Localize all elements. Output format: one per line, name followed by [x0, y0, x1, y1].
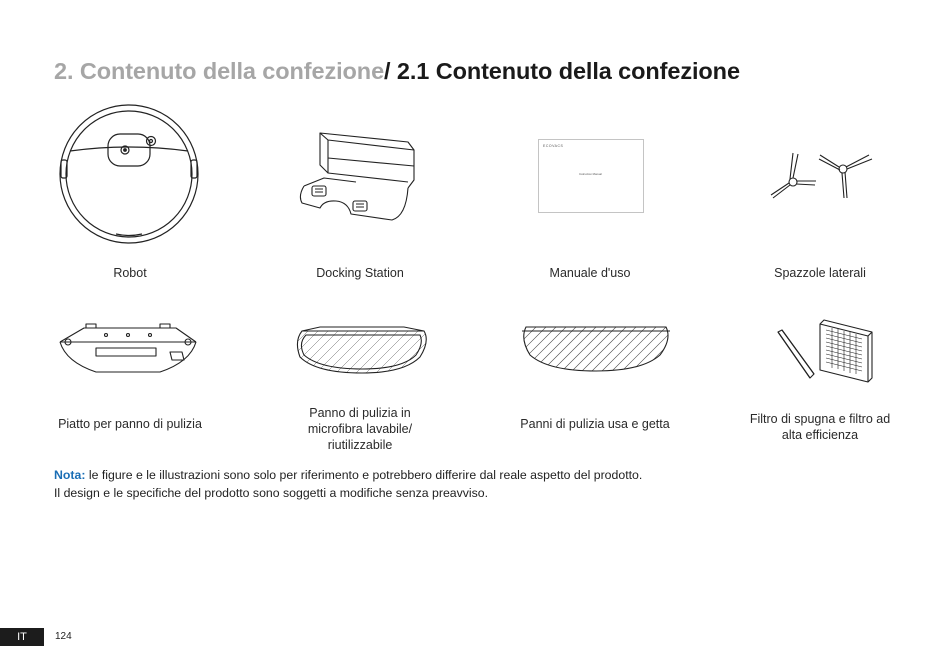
note-label: Nota:: [54, 468, 86, 482]
caption-docking-station: Docking Station: [316, 266, 404, 280]
note-line2: Il design e le specifiche del prodotto sono soggetti a modifiche senza preavviso.: [54, 486, 489, 500]
microfiber-pad-icon: [292, 327, 432, 377]
note-line1: le figure e le illustrazioni sono solo per riferimento e potrebbero differire dal reale aspetto del prodotto.: [85, 468, 643, 482]
caption-filters: Filtro di spugna e filtro ad alta efficienza: [749, 412, 891, 442]
side-brushes-icon: [768, 150, 876, 206]
caption-mop-plate: Piatto per panno di pulizia: [58, 417, 202, 431]
filters-icon: [774, 318, 874, 384]
section-title: / 2.1 Contenuto della confezione: [384, 58, 740, 84]
language-badge: IT: [0, 628, 44, 646]
page-title: [54, 58, 740, 85]
manual-icon: [538, 139, 644, 213]
caption-manual: Manuale d'uso: [549, 266, 631, 280]
caption-microfiber-pad: Panno di pulizia in microfibra lavabile/ riutilizzabile: [307, 406, 413, 452]
manual-brand: ECOVACS: [543, 144, 564, 148]
caption-disposable-pad: Panni di pulizia usa e getta: [520, 417, 670, 431]
docking-station-icon: [296, 128, 416, 223]
mop-plate-icon: [56, 322, 200, 376]
chapter-title: 2. Contenuto della confezione: [54, 58, 385, 84]
manual-title: Instruction Manual: [579, 172, 602, 176]
robot-icon: [58, 103, 200, 245]
page-number: 124: [55, 631, 72, 642]
disposable-pad-icon: [518, 325, 674, 373]
caption-robot: Robot: [113, 266, 147, 280]
note: [54, 466, 642, 502]
caption-side-brushes: Spazzole laterali: [774, 266, 866, 280]
